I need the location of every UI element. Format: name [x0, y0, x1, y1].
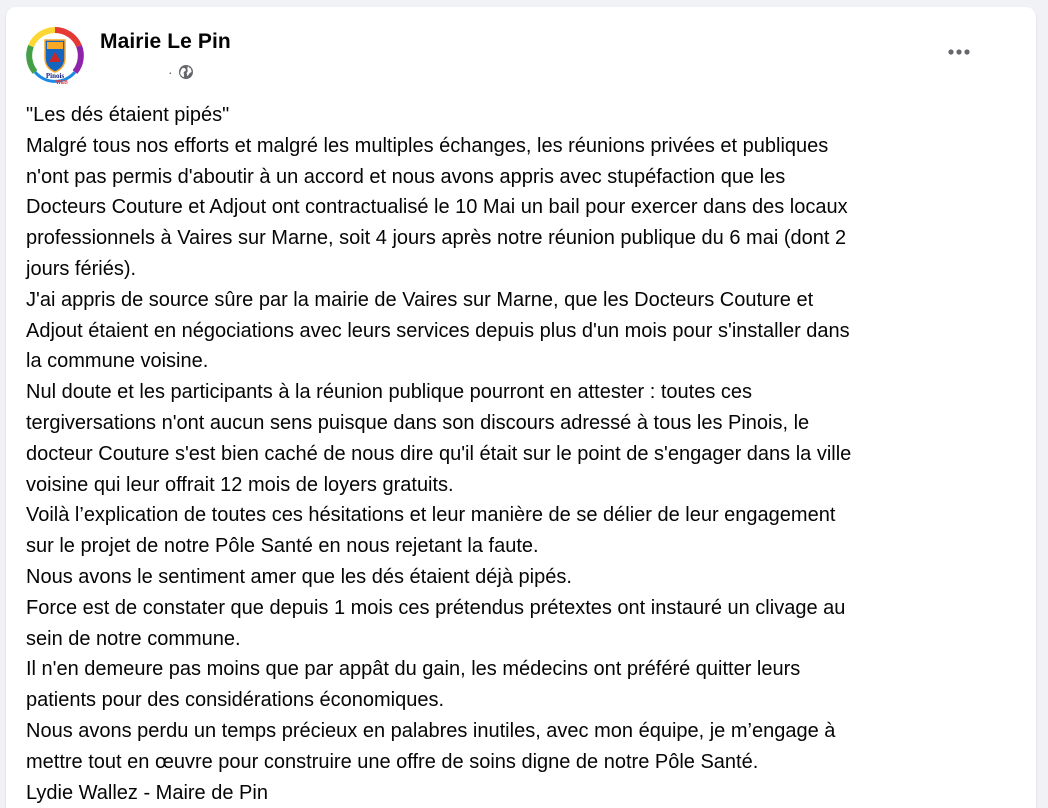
more-horizontal-icon — [948, 49, 970, 55]
post-text-line: Docteurs Couture et Adjout ont contractualisé le 10 Mai un bail pour exercer dans des locaux — [26, 196, 848, 219]
globe-icon[interactable] — [178, 64, 194, 80]
post-text-line: J'ai appris de source sûre par la mairie de Vaires sur Marne, que les Docteurs Couture et — [26, 288, 814, 311]
post-text-line: Nul doute et les participants à la réunion publique pourront en attester : toutes ces — [26, 381, 753, 404]
post-text-line: jours fériés). — [26, 257, 137, 280]
post-meta — [168, 62, 194, 82]
post-text-line: "Les dés étaient pipés" — [26, 104, 230, 126]
post-text-line: Nous avons perdu un temps précieux en palabres inutiles, avec mon équipe, je m’engage à — [26, 719, 836, 742]
post-text-line: mettre tout en œuvre pour construire une offre de soins digne de notre Pôle Santé. — [26, 750, 759, 773]
pinois-logo-icon — [25, 26, 85, 86]
post-text-line: sein de notre commune. — [26, 627, 241, 650]
post-text-line: sur le projet de notre Pôle Santé en nous rejetant la faute. — [26, 535, 539, 558]
post-text-line: docteur Couture s'est bien caché de nous dire qu'il était sur le point de s'engager dans la ville — [26, 442, 852, 465]
post-text-line: voisine qui leur offrait 12 mois de loyers gratuits. — [26, 473, 454, 496]
post-text-line: Adjout étaient en négociations avec leurs services depuis plus d'un mois pour s'installer dans — [26, 319, 850, 342]
post-text-line: tergiversations n'ont aucun sens puisque dans son discours adressé à tous les Pinois, le — [26, 411, 810, 434]
post-text — [26, 100, 1026, 808]
post-text-line: professionnels à Vaires sur Marne, soit 4 jours après notre réunion publique du 6 mai (dont 2 — [26, 227, 847, 250]
post-text-line: Force est de constater que depuis 1 mois ces prétendus prétextes ont instauré un clivage au — [26, 596, 846, 619]
post-text-line: n'ont pas permis d'aboutir à un accord et nous avons appris avec stupéfaction que les — [26, 165, 786, 188]
meta-separator: · — [168, 64, 173, 80]
post-text-line: Nous avons le sentiment amer que les dés étaient déjà pipés. — [26, 565, 572, 588]
post-text-line: patients pour des considérations économiques. — [26, 689, 445, 712]
post-text-line: la commune voisine. — [26, 350, 209, 373]
post-card — [6, 7, 1036, 808]
post-text-line: Lydie Wallez - Maire de Pin — [26, 781, 268, 804]
post-text-line: Il n'en demeure pas moins que par appât du gain, les médecins ont préféré quitter leurs — [26, 658, 801, 681]
post-text-line: Malgré tous nos efforts et malgré les multiples échanges, les réunions privées et publiques — [26, 134, 829, 157]
avatar-logo-subtext: WEB — [56, 80, 68, 86]
post-text-line: Voilà l’explication de toutes ces hésitations et leur manière de se délier de leur engagement — [26, 504, 836, 527]
author-name[interactable]: Mairie Le Pin — [100, 30, 231, 53]
avatar-logo-text: Pinois — [45, 72, 65, 80]
more-options-button[interactable] — [939, 37, 979, 67]
avatar[interactable] — [25, 26, 85, 86]
